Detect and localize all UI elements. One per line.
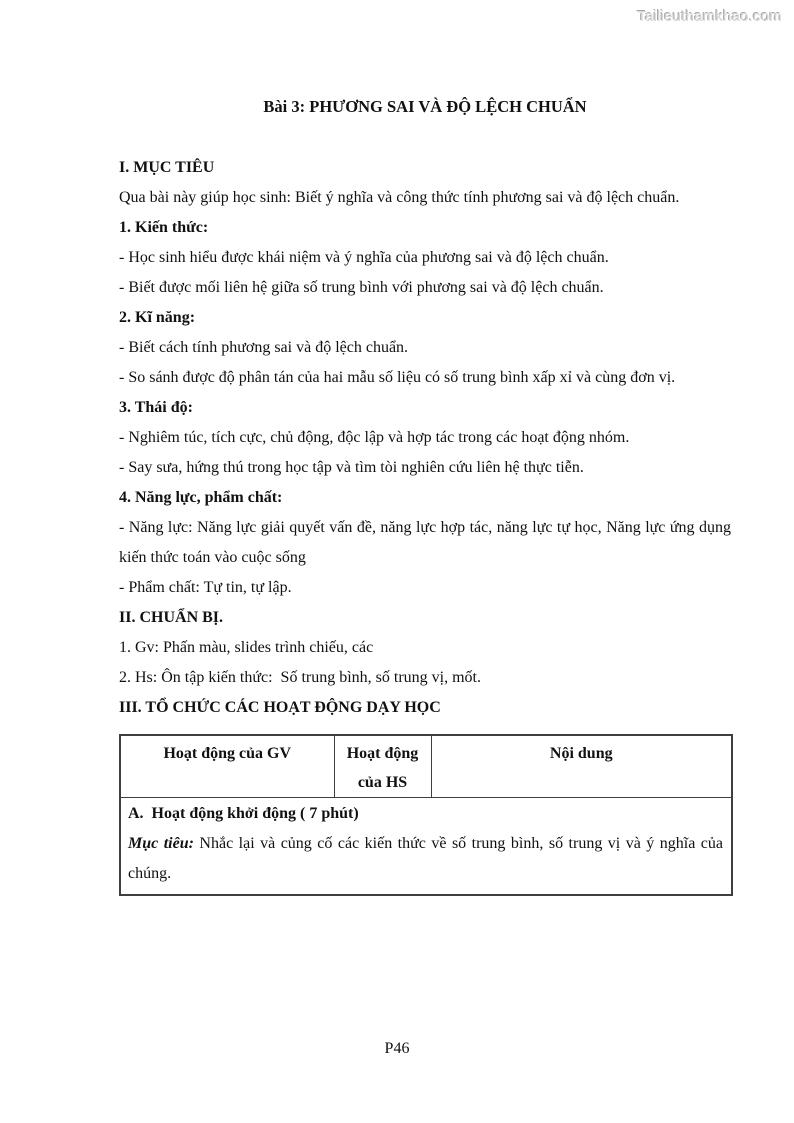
heading-to-chuc: III. TỔ CHỨC CÁC HOẠT ĐỘNG DẠY HỌC [119, 699, 441, 716]
heading-chuan-bi: II. CHUẨN BỊ. [119, 609, 224, 626]
para-ki-nang-1: - Biết cách tính phương sai và độ lệch chuẩn. [119, 339, 409, 356]
objective-label: Mục tiêu: [128, 835, 194, 852]
page-title: Bài 3: PHƯƠNG SAI VÀ ĐỘ LỆCH CHUẨN [263, 97, 587, 116]
objective-text: Nhắc lại và củng cố các kiến thức về số trung bình, số trung vị và ý nghĩa của chúng. [128, 835, 728, 882]
col-header-gv: Hoạt động của GV [120, 735, 334, 798]
para-thai-do-1: - Nghiêm túc, tích cực, chủ động, độc lập và hợp tác trong các hoạt động nhóm. [119, 429, 630, 446]
heading-muc-tieu: I. MỤC TIÊU [119, 159, 215, 176]
para-thai-do-2: - Say sưa, hứng thú trong học tập và tìm tòi nghiên cứu liên hệ thực tiễn. [119, 459, 584, 476]
para-ki-nang-2: - So sánh được độ phân tán của hai mẫu số liệu có số trung bình xấp xỉ và cùng đơn vị. [119, 369, 676, 386]
para-gv: 1. Gv: Phấn màu, slides trình chiếu, các [119, 639, 374, 656]
para-intro: Qua bài này giúp học sinh: Biết ý nghĩa và công thức tính phương sai và độ lệch chuẩn. [119, 189, 680, 206]
para-nang-luc-1: - Năng lực: Năng lực giải quyết vấn đề, năng lực hợp tác, năng lực tự học, Năng lực ứng dụng kiến thức toán vào cuộc sống [119, 519, 735, 566]
section-a-heading: A. Hoạt động khởi động ( 7 phút) [128, 805, 359, 822]
heading-kien-thuc: 1. Kiến thức: [119, 219, 209, 236]
para-kien-thuc-1: - Học sinh hiểu được khái niệm và ý nghĩa của phương sai và độ lệch chuẩn. [119, 249, 609, 266]
col-header-hs: Hoạt động của HS [334, 735, 431, 798]
heading-nang-luc: 4. Năng lực, phẩm chất: [119, 489, 283, 506]
heading-thai-do: 3. Thái độ: [119, 399, 193, 416]
table-header-row [120, 735, 732, 798]
section-a-row [120, 798, 732, 896]
section-a-objective [128, 829, 728, 889]
para-kien-thuc-2: - Biết được mối liên hệ giữa số trung bình với phương sai và độ lệch chuẩn. [119, 279, 604, 296]
para-nang-luc-2: - Phẩm chất: Tự tin, tự lập. [119, 579, 292, 596]
heading-ki-nang: 2. Kĩ năng: [119, 309, 196, 326]
section-a-cell [120, 798, 732, 896]
page-number: P46 [384, 1040, 410, 1057]
document-body [119, 153, 735, 723]
para-hs: 2. Hs: Ôn tập kiến thức: Số trung bình, số trung vị, mốt. [119, 669, 481, 686]
col-header-noi-dung: Nội dung [431, 735, 732, 798]
activities-table [119, 734, 733, 896]
watermark: Tailieuthamkhao.com [637, 8, 782, 25]
